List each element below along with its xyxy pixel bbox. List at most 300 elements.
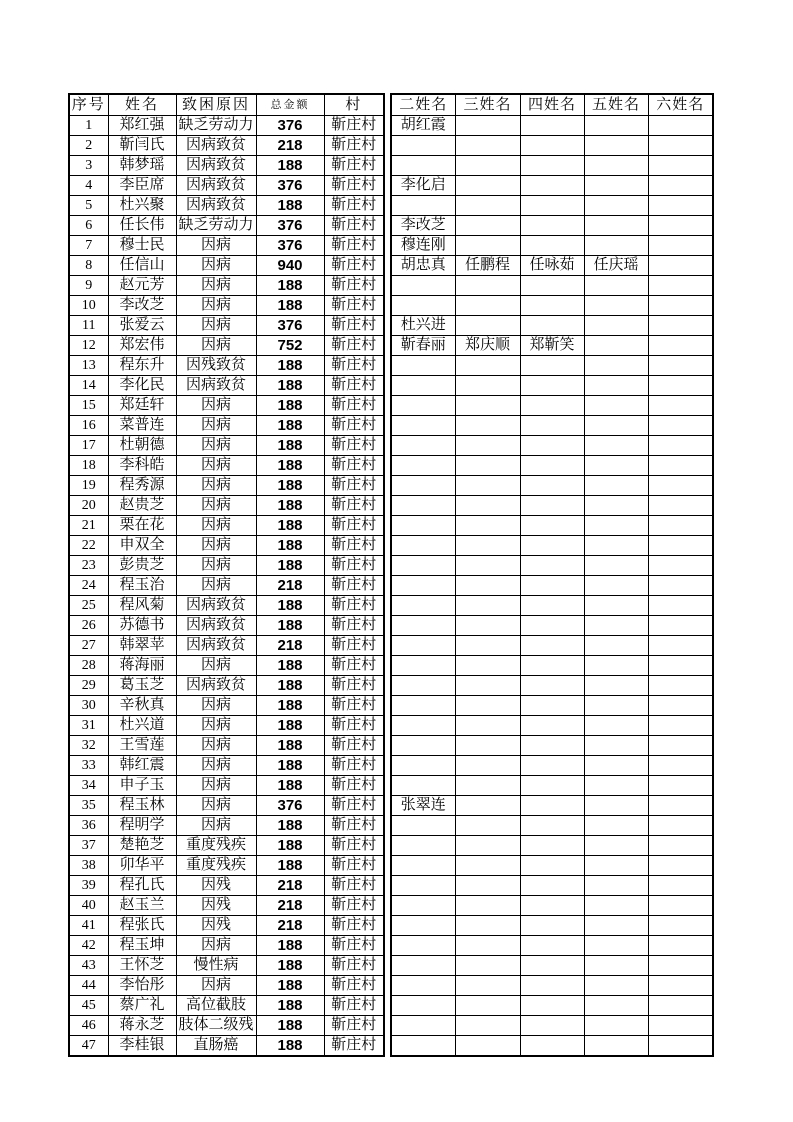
cell-amount: 218 [256,916,324,936]
cell-fourth-name [520,296,584,316]
table-row [391,516,713,536]
table-row [69,876,384,896]
cell-second-name [391,136,455,156]
cell-fifth-name [584,136,648,156]
cell-village: 靳庄村 [324,696,384,716]
table-row [391,256,713,276]
cell-sixth-name [648,456,713,476]
column-header-village: 村 [324,94,384,116]
table-row [391,456,713,476]
table-row [69,336,384,356]
table-row [69,796,384,816]
cell-cause: 因病 [176,656,256,676]
cell-village: 靳庄村 [324,1016,384,1036]
table-row [69,936,384,956]
column-header-second-name: 二姓名 [391,94,455,116]
table-row [69,996,384,1016]
cell-serial: 29 [69,676,108,696]
table-row [391,556,713,576]
table-row [69,616,384,636]
table-row [391,1036,713,1057]
cell-cause: 直肠癌 [176,1036,256,1057]
cell-serial: 12 [69,336,108,356]
cell-fifth-name [584,196,648,216]
cell-amount: 188 [256,296,324,316]
cell-village: 靳庄村 [324,476,384,496]
cell-fifth-name [584,1016,648,1036]
cell-serial: 5 [69,196,108,216]
cell-fifth-name [584,956,648,976]
cell-village: 靳庄村 [324,956,384,976]
cell-second-name [391,616,455,636]
cell-amount: 376 [256,176,324,196]
cell-name: 程风菊 [108,596,176,616]
table-row [69,316,384,336]
cell-third-name [455,316,520,336]
cell-cause: 因病 [176,736,256,756]
cell-name: 韩红震 [108,756,176,776]
cell-third-name [455,756,520,776]
cell-second-name [391,296,455,316]
cell-sixth-name [648,776,713,796]
cell-second-name [391,396,455,416]
cell-sixth-name [648,516,713,536]
cell-fifth-name [584,696,648,716]
cell-sixth-name [648,736,713,756]
cell-name: 卯华平 [108,856,176,876]
cell-village: 靳庄村 [324,936,384,956]
table-row [391,176,713,196]
cell-name: 王雪莲 [108,736,176,756]
cell-fourth-name: 任咏茹 [520,256,584,276]
cell-village: 靳庄村 [324,996,384,1016]
table-row [391,796,713,816]
cell-serial: 20 [69,496,108,516]
cell-sixth-name [648,176,713,196]
cell-name: 菜普连 [108,416,176,436]
cell-second-name: 杜兴进 [391,316,455,336]
cell-second-name [391,876,455,896]
cell-amount: 188 [256,836,324,856]
cell-amount: 376 [256,236,324,256]
table-row [69,396,384,416]
cell-second-name [391,576,455,596]
cell-cause: 因病 [176,556,256,576]
table-row [69,836,384,856]
cell-amount: 940 [256,256,324,276]
table-row [69,136,384,156]
cell-fourth-name [520,536,584,556]
cell-village: 靳庄村 [324,716,384,736]
cell-amount: 188 [256,1016,324,1036]
cell-third-name [455,596,520,616]
cell-name: 杜兴聚 [108,196,176,216]
cell-sixth-name [648,696,713,716]
table-row [69,476,384,496]
cell-fifth-name [584,496,648,516]
cell-cause: 因病致贫 [176,136,256,156]
cell-village: 靳庄村 [324,656,384,676]
table-row [69,516,384,536]
cell-amount: 218 [256,876,324,896]
cell-third-name [455,416,520,436]
cell-village: 靳庄村 [324,896,384,916]
cell-cause: 因病 [176,516,256,536]
cell-name: 郑红强 [108,116,176,136]
cell-fifth-name [584,416,648,436]
cell-name: 申双全 [108,536,176,556]
cell-name: 郑廷轩 [108,396,176,416]
cell-second-name: 张翠连 [391,796,455,816]
cell-cause: 因病 [176,756,256,776]
cell-serial: 11 [69,316,108,336]
cell-second-name [391,776,455,796]
cell-sixth-name [648,756,713,776]
cell-fifth-name [584,676,648,696]
cell-second-name [391,696,455,716]
cell-village: 靳庄村 [324,116,384,136]
cell-serial: 19 [69,476,108,496]
cell-serial: 31 [69,716,108,736]
cell-third-name [455,576,520,596]
table-row [69,216,384,236]
table-row [69,696,384,716]
cell-cause: 重度残疾 [176,836,256,856]
cell-fourth-name [520,996,584,1016]
cell-serial: 22 [69,536,108,556]
cell-second-name: 李改芝 [391,216,455,236]
cell-second-name [391,836,455,856]
cell-village: 靳庄村 [324,556,384,576]
cell-third-name [455,916,520,936]
cell-cause: 因病致贫 [176,376,256,396]
table-row [69,116,384,136]
cell-cause: 因病 [176,336,256,356]
table-row [391,376,713,396]
cell-second-name [391,516,455,536]
cell-second-name [391,676,455,696]
cell-village: 靳庄村 [324,676,384,696]
table-row [391,316,713,336]
cell-third-name [455,896,520,916]
cell-name: 赵玉兰 [108,896,176,916]
cell-fourth-name [520,356,584,376]
cell-fourth-name [520,176,584,196]
table-row [69,496,384,516]
table-row [391,636,713,656]
cell-cause: 因病致贫 [176,596,256,616]
table-row [69,1016,384,1036]
cell-serial: 6 [69,216,108,236]
cell-sixth-name [648,496,713,516]
cell-fourth-name [520,716,584,736]
cell-name: 张爱云 [108,316,176,336]
header-row [391,94,713,116]
cell-amount: 188 [256,756,324,776]
cell-fourth-name [520,156,584,176]
cell-cause: 因病 [176,536,256,556]
cell-sixth-name [648,796,713,816]
cell-village: 靳庄村 [324,636,384,656]
cell-amount: 188 [256,816,324,836]
cell-sixth-name [648,556,713,576]
cell-cause: 因病 [176,796,256,816]
table-row [69,296,384,316]
cell-village: 靳庄村 [324,296,384,316]
cell-amount: 188 [256,556,324,576]
cell-fourth-name [520,516,584,536]
cell-cause: 因病 [176,776,256,796]
cell-amount: 188 [256,536,324,556]
cell-name: 靳闫氏 [108,136,176,156]
header-row [69,94,384,116]
cell-fourth-name [520,116,584,136]
cell-third-name [455,1036,520,1057]
cell-second-name [391,196,455,216]
cell-village: 靳庄村 [324,596,384,616]
cell-fourth-name [520,936,584,956]
cell-serial: 26 [69,616,108,636]
table-row [391,676,713,696]
cell-village: 靳庄村 [324,976,384,996]
cell-amount: 188 [256,276,324,296]
table-row [69,436,384,456]
cell-fifth-name [584,636,648,656]
cell-third-name [455,556,520,576]
cell-village: 靳庄村 [324,396,384,416]
cell-fifth-name [584,876,648,896]
cell-sixth-name [648,1036,713,1057]
cell-sixth-name [648,896,713,916]
cell-village: 靳庄村 [324,436,384,456]
cell-serial: 40 [69,896,108,916]
cell-second-name: 李化启 [391,176,455,196]
cell-sixth-name [648,396,713,416]
cell-fourth-name [520,896,584,916]
cell-cause: 因残致贫 [176,356,256,376]
cell-sixth-name [648,916,713,936]
cell-fourth-name [520,696,584,716]
cell-serial: 34 [69,776,108,796]
cell-name: 赵贵芝 [108,496,176,516]
table-row [69,676,384,696]
cell-serial: 30 [69,696,108,716]
cell-serial: 27 [69,636,108,656]
cell-third-name: 郑庆顺 [455,336,520,356]
cell-fifth-name [584,116,648,136]
cell-serial: 17 [69,436,108,456]
cell-second-name [391,476,455,496]
cell-cause: 因病 [176,976,256,996]
cell-sixth-name [648,276,713,296]
cell-name: 蒋海丽 [108,656,176,676]
cell-sixth-name [648,996,713,1016]
cell-third-name [455,996,520,1016]
cell-sixth-name [648,236,713,256]
cell-name: 程东升 [108,356,176,376]
cell-amount: 188 [256,356,324,376]
cell-fourth-name [520,396,584,416]
cell-second-name [391,996,455,1016]
table-row [391,496,713,516]
cell-second-name [391,376,455,396]
cell-sixth-name [648,976,713,996]
cell-amount: 188 [256,456,324,476]
cell-fifth-name [584,896,648,916]
cell-serial: 44 [69,976,108,996]
cell-fifth-name [584,336,648,356]
cell-sixth-name [648,716,713,736]
table-row [391,196,713,216]
cell-serial: 1 [69,116,108,136]
cell-name: 穆士民 [108,236,176,256]
cell-fifth-name [584,816,648,836]
cell-village: 靳庄村 [324,856,384,876]
table-row [391,336,713,356]
cell-second-name [391,916,455,936]
cell-village: 靳庄村 [324,256,384,276]
cell-fourth-name: 郑靳笑 [520,336,584,356]
cell-second-name [391,536,455,556]
cell-amount: 188 [256,996,324,1016]
cell-fifth-name [584,736,648,756]
cell-sixth-name [648,636,713,656]
cell-second-name [391,816,455,836]
cell-fourth-name [520,276,584,296]
cell-sixth-name [648,156,713,176]
cell-name: 程秀源 [108,476,176,496]
cell-third-name [455,776,520,796]
cell-third-name [455,156,520,176]
column-header-name: 姓名 [108,94,176,116]
cell-third-name [455,236,520,256]
cell-village: 靳庄村 [324,336,384,356]
cell-sixth-name [648,936,713,956]
cell-name: 楚艳芝 [108,836,176,856]
cell-serial: 39 [69,876,108,896]
cell-fourth-name [520,956,584,976]
cell-name: 程张氏 [108,916,176,936]
table-row [391,296,713,316]
cell-fifth-name [584,516,648,536]
cell-fifth-name [584,836,648,856]
cell-fifth-name [584,396,648,416]
table-row [69,856,384,876]
cell-name: 李化民 [108,376,176,396]
cell-amount: 218 [256,636,324,656]
cell-amount: 188 [256,676,324,696]
cell-third-name [455,1016,520,1036]
cell-amount: 376 [256,216,324,236]
table-row [69,416,384,436]
cell-amount: 188 [256,976,324,996]
cell-fourth-name [520,196,584,216]
cell-third-name [455,216,520,236]
cell-amount: 188 [256,936,324,956]
cell-serial: 23 [69,556,108,576]
table-row [69,636,384,656]
cell-second-name: 胡忠真 [391,256,455,276]
table-row [391,396,713,416]
cell-fifth-name [584,236,648,256]
cell-sixth-name [648,356,713,376]
cell-amount: 188 [256,496,324,516]
cell-name: 李桂银 [108,1036,176,1057]
cell-fourth-name [520,216,584,236]
cell-second-name: 穆连刚 [391,236,455,256]
table-row [391,816,713,836]
cell-village: 靳庄村 [324,516,384,536]
table-row [391,216,713,236]
cell-sixth-name [648,296,713,316]
cell-fourth-name [520,656,584,676]
cell-cause: 因病 [176,316,256,336]
cell-village: 靳庄村 [324,356,384,376]
cell-cause: 重度残疾 [176,856,256,876]
cell-village: 靳庄村 [324,816,384,836]
cell-third-name [455,956,520,976]
cell-fifth-name [584,616,648,636]
cell-sixth-name [648,196,713,216]
table-row [69,456,384,476]
cell-second-name [391,636,455,656]
cell-cause: 因病 [176,296,256,316]
cell-name: 任信山 [108,256,176,276]
cell-fifth-name [584,276,648,296]
cell-second-name [391,856,455,876]
cell-cause: 因病 [176,716,256,736]
table-row [391,856,713,876]
cell-fifth-name [584,656,648,676]
cell-fifth-name [584,476,648,496]
cell-amount: 188 [256,956,324,976]
cell-serial: 4 [69,176,108,196]
cell-name: 韩梦瑶 [108,156,176,176]
relief-table-extra-names [390,93,714,1057]
cell-second-name [391,496,455,516]
cell-serial: 35 [69,796,108,816]
cell-serial: 16 [69,416,108,436]
cell-cause: 因病 [176,236,256,256]
cell-cause: 因病 [176,816,256,836]
cell-serial: 3 [69,156,108,176]
table-row [391,116,713,136]
cell-fourth-name [520,756,584,776]
table-row [69,196,384,216]
table-row [69,576,384,596]
cell-fifth-name [584,916,648,936]
table-row [69,1036,384,1057]
cell-cause: 因病致贫 [176,616,256,636]
cell-name: 李科皓 [108,456,176,476]
cell-fourth-name [520,496,584,516]
column-header-amount: 总金额 [256,94,324,116]
cell-name: 葛玉芝 [108,676,176,696]
cell-amount: 188 [256,656,324,676]
table-row [391,916,713,936]
cell-sixth-name [648,1016,713,1036]
cell-village: 靳庄村 [324,576,384,596]
cell-second-name [391,716,455,736]
cell-third-name [455,476,520,496]
table-row [69,236,384,256]
cell-serial: 7 [69,236,108,256]
cell-fourth-name [520,596,584,616]
cell-cause: 因病 [176,416,256,436]
cell-village: 靳庄村 [324,736,384,756]
cell-third-name: 任鹏程 [455,256,520,276]
cell-name: 程玉林 [108,796,176,816]
